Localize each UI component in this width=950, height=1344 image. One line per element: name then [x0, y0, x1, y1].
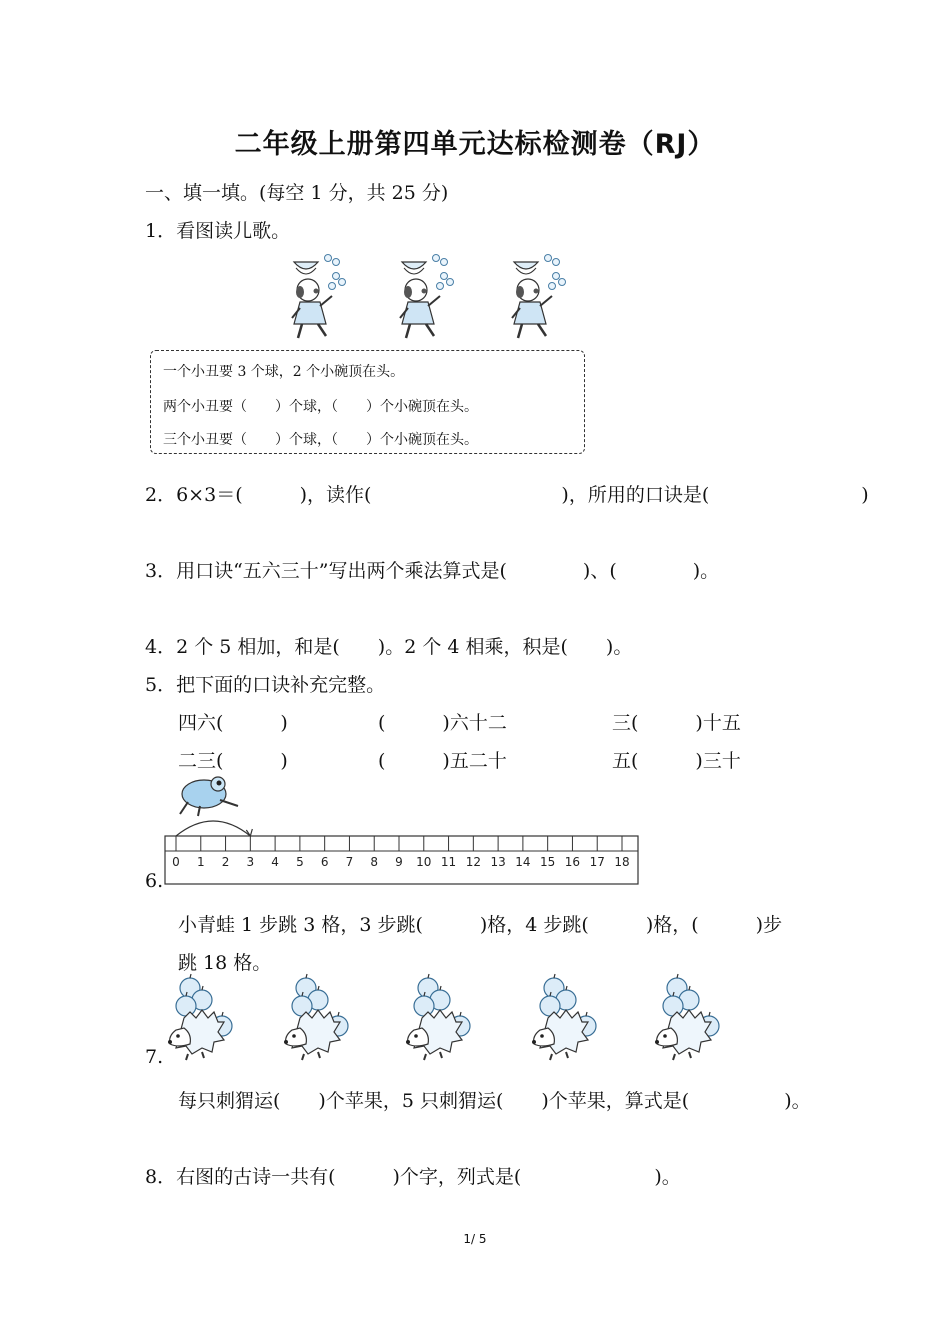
ruler-label: 11 — [440, 855, 457, 869]
question-number: 5． — [145, 674, 177, 696]
rhyme-blank-r1c2: ( )六十二 — [378, 712, 507, 734]
rhyme-blank-r1c1: 四六( ) — [178, 712, 288, 734]
rhyme-line-3: 三个小丑要（ ）个球，（ ）个小碗顶在头。 — [163, 432, 478, 448]
question-8 — [145, 1162, 681, 1189]
hedgehog-icon — [406, 974, 470, 1060]
rhyme-blank-r1c3: 三( )十五 — [612, 712, 741, 734]
apple-icon — [176, 996, 196, 1016]
question-number: 2． — [145, 484, 177, 506]
ruler-label: 13 — [490, 855, 506, 869]
hedgehog-icon — [284, 974, 348, 1060]
question-text: 看图读儿歌。 — [176, 220, 291, 242]
ruler-label: 6 — [320, 855, 329, 869]
question-7-number: 7. — [145, 1046, 164, 1068]
apple-icon — [414, 996, 434, 1016]
apple-icon — [540, 996, 560, 1016]
ruler-label: 10 — [416, 855, 432, 869]
ruler-label: 2 — [221, 855, 230, 869]
question-text: 6×3＝( )，读作( )，所用的口诀是( ) — [176, 484, 869, 506]
question-number: 1． — [145, 220, 177, 242]
question-number: 3． — [145, 560, 177, 582]
ruler-label: 12 — [465, 855, 481, 869]
question-6-line-1: 小青蛙 1 步跳 3 格，3 步跳( )格，4 步跳( )格，( )步 — [178, 914, 783, 936]
question-text: 2 个 5 相加，和是( )。2 个 4 相乘，积是( )。 — [176, 636, 633, 658]
rhyme-line-2: 两个小丑要（ ）个球，（ ）个小碗顶在头。 — [163, 399, 478, 415]
question-6-number: 6. — [145, 870, 164, 892]
page-title: 二年级上册第四单元达标检测卷（RJ） — [234, 129, 716, 160]
rhyme-blank-r2c2: ( )五二十 — [378, 750, 507, 772]
ruler-label: 7 — [345, 855, 354, 869]
question-number: 8． — [145, 1166, 177, 1188]
question-number: 4． — [145, 636, 177, 658]
apple-icon — [292, 996, 312, 1016]
ruler-label: 9 — [395, 855, 403, 869]
question-text: 用口诀“五六三十”写出两个乘法算式是( )、( )。 — [176, 560, 720, 582]
hedgehog-icon — [655, 974, 719, 1060]
rhyme-line-1: 一个小丑要 3 个球，2 个小碗顶在头。 — [163, 364, 405, 380]
page-number: 1/ 5 — [463, 1232, 487, 1246]
ruler-label: 1 — [196, 855, 205, 869]
section-heading: 一、填一填。(每空 1 分，共 25 分) — [145, 182, 449, 204]
apple-icon — [663, 996, 683, 1016]
question-6-line-2: 跳 18 格。 — [178, 952, 272, 974]
ruler-label: 5 — [296, 855, 304, 869]
question-7-text: 每只刺猬运( )个苹果，5 只刺猬运( )个苹果，算式是( )。 — [178, 1090, 811, 1112]
ruler-label: 16 — [564, 855, 581, 869]
ruler-label: 4 — [271, 855, 279, 869]
ruler-label: 8 — [370, 855, 379, 869]
ruler-label: 18 — [614, 855, 630, 869]
hedgehog-icon — [168, 974, 232, 1060]
ruler-label: 15 — [540, 855, 556, 869]
hedgehog-icon — [532, 974, 596, 1060]
ruler-label: 3 — [246, 855, 255, 869]
ruler-label: 17 — [589, 855, 605, 869]
rhyme-blank-r2c1: 二三( ) — [178, 750, 288, 772]
ruler-label: 14 — [515, 855, 531, 869]
question-text: 把下面的口诀补充完整。 — [176, 674, 386, 696]
question-text: 右图的古诗一共有( )个字，列式是( )。 — [176, 1166, 681, 1188]
ruler-label: 0 — [172, 855, 180, 869]
rhyme-blank-r2c3: 五( )三十 — [612, 750, 741, 772]
